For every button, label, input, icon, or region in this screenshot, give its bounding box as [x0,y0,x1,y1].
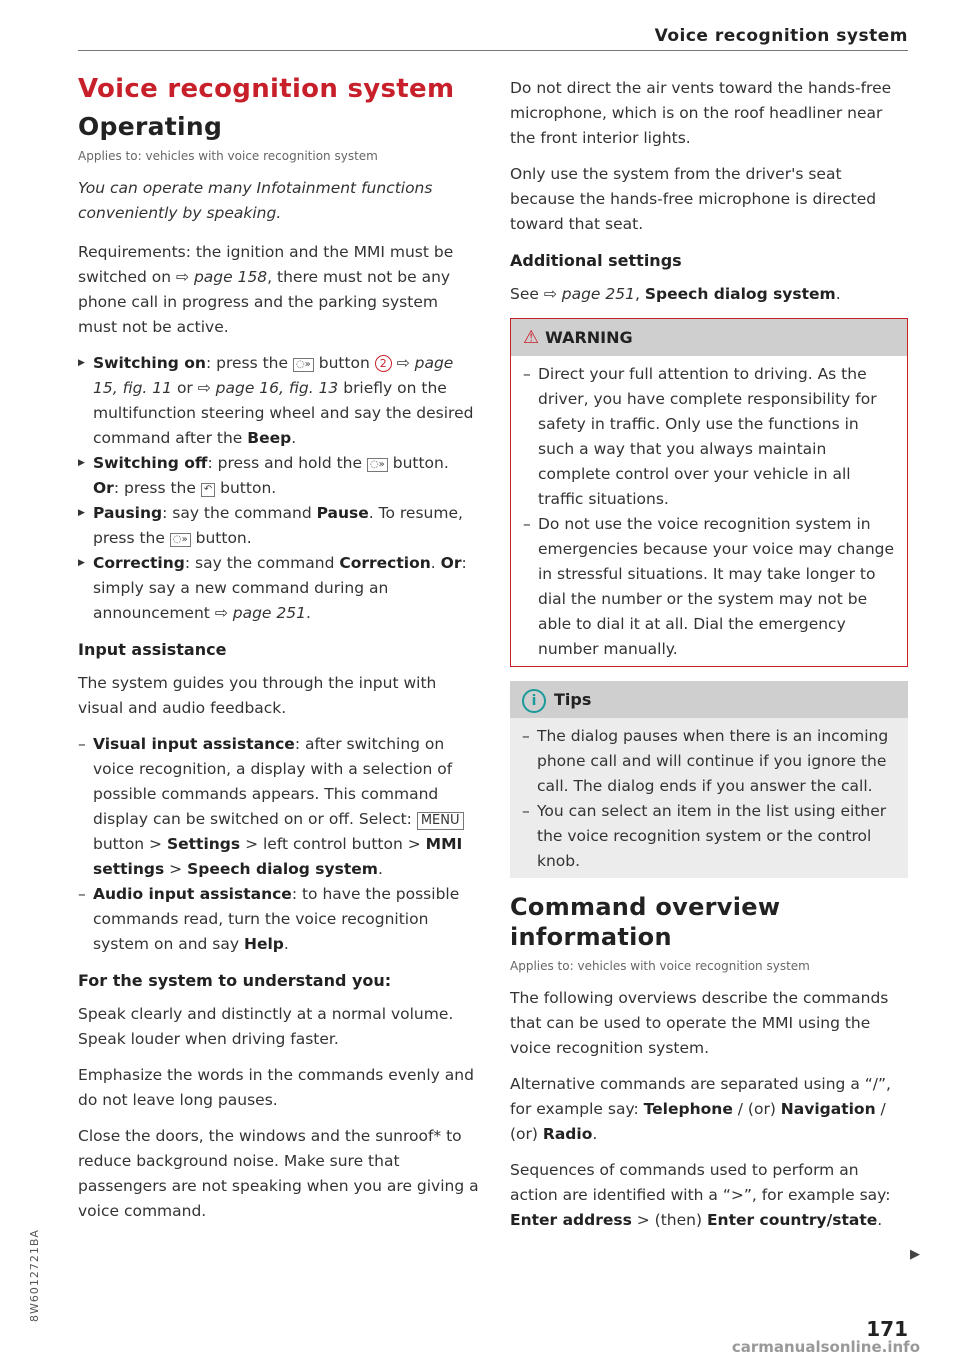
warning-box [510,318,908,667]
warning-triangle-icon: ⚠ [523,327,540,348]
understand-heading: For the system to understand you: [78,971,392,990]
right-column [510,76,908,1244]
step-correcting: ▶ Correcting: say the command Correction. Or: simply say a new command during an announcement ⇨ page 251. [78,551,480,626]
applies-note: Applies to: vehicles with voice recognition system [78,149,378,163]
audio-assistance-item: – Audio input assistance: to have the possible commands read, turn the voice recognition system on and say Help. [78,882,480,957]
section-title: Voice recognition system [78,74,455,104]
tips-list [522,724,896,874]
menu-button-label: MENU [417,812,464,830]
input-assistance-heading: Input assistance [78,640,227,659]
watermark: carmanualsonline.info [731,1338,920,1356]
voice-button-icon: ◌» [367,458,388,472]
left-column [78,72,480,1235]
understand-text-1: Speak clearly and distinctly at a normal volume. Speak louder when driving faster. [78,1005,454,1048]
warning-list [523,362,895,662]
input-assistance-text: The system guides you through the input with visual and audio feedback. [78,674,437,717]
figure-ref-link[interactable]: ⇨ page 16, fig. 13 [197,379,339,397]
command-text-1: The following overviews describe the commands that can be used to operate the MMI using the voice recognition system. [510,989,889,1057]
understand-text-3: Close the doors, the windows and the sunroof* to reduce background noise. Make sure that passengers are not speaking when you are giving a voice command. [78,1127,479,1220]
document-code: 8W6012721BA [28,1229,41,1322]
command-overview-title: Command overview information [510,893,781,951]
voice-button-icon: ◌» [170,533,191,547]
command-text-2: Alternative commands are separated using a “/”, for example say: Telephone / (or) Navigation / (or) Radio. [510,1075,891,1143]
command-text-3: Sequences of commands used to perform an action are identified with a “>”, for example say: Enter address > (then) Enter country/state. [510,1161,891,1229]
running-header: Voice recognition system [654,26,908,46]
info-icon: i [522,689,546,713]
figure-ref-link[interactable]: ⇨ page 15, fig. 11 [93,354,454,397]
section-subtitle: Operating [78,112,223,141]
air-vents-text: Do not direct the air vents toward the hands-free microphone, which is on the roof headliner near the front interior lights. [510,79,892,147]
tips-header: i Tips [510,681,908,718]
callout-number: 2 [375,355,392,372]
tips-item: – The dialog pauses when there is an incoming phone call and will continue if you ignore the call. The dialog ends if you answer the call. [522,724,896,799]
page-number: 171 [866,1317,908,1341]
voice-button-icon: ◌» [293,358,314,372]
requirements-text: Requirements: the ignition and the MMI must be switched on ⇨ page 158, there must not be any phone call in progress and the parking system must not be active. [78,243,454,336]
intro-text: You can operate many Infotainment functions conveniently by speaking. [78,179,433,222]
visual-assistance-item: – Visual input assistance: after switching on voice recognition, a display with a selection of possible commands appears. This command display can be switched on or off. Select: MENU button > Settings > left control button > MMI settings > Speech dialog system. [78,732,480,882]
understand-text-2: Emphasize the words in the commands evenly and do not leave long pauses. [78,1066,474,1109]
step-switching-on: ▶ Switching on: press the ◌» button 2 ⇨ page 15, fig. 11 or ⇨ page 16, fig. 13 briefly on the multifunction steering wheel and say the desired command after the Beep. [78,351,480,451]
back-button-icon: ↶ [201,483,215,497]
warning-header: ⚠ WARNING [511,319,907,356]
step-pausing: ▶ Pausing: say the command Pause. To resume, press the ◌» button. [78,501,480,551]
tips-box [510,681,908,878]
warning-item: – Do not use the voice recognition system in emergencies because your voice may change in stressful situations. It may take longer to dial the number or the system may not be able to dial it at all. Dial the emergency number manually. [523,512,895,662]
warning-item: – Direct your full attention to driving. As the driver, you have complete responsibility for safety in traffic. Only use the functions in such a way that you always maintain complete control over your vehicle in all traffic situations. [523,362,895,512]
assistance-list [78,732,480,957]
applies-note: Applies to: vehicles with voice recognition system [510,959,810,973]
steps-list [78,351,480,626]
see-reference: See ⇨ page 251, Speech dialog system. [510,285,841,303]
page-ref-link[interactable]: ⇨ page 158 [176,268,268,286]
drivers-seat-text: Only use the system from the driver's seat because the hands-free microphone is directed toward that seat. [510,165,877,233]
continue-arrow-icon: ▶ [910,1247,920,1262]
tips-item: – You can select an item in the list using either the voice recognition system or the control knob. [522,799,896,874]
header-rule [78,50,908,51]
additional-settings-heading: Additional settings [510,251,682,270]
page-ref-link[interactable]: ⇨ page 251 [214,604,306,622]
page-ref-link[interactable]: ⇨ page 251 [543,285,635,303]
step-switching-off: ▶ Switching off: press and hold the ◌» button. Or: press the ↶ button. [78,451,480,501]
